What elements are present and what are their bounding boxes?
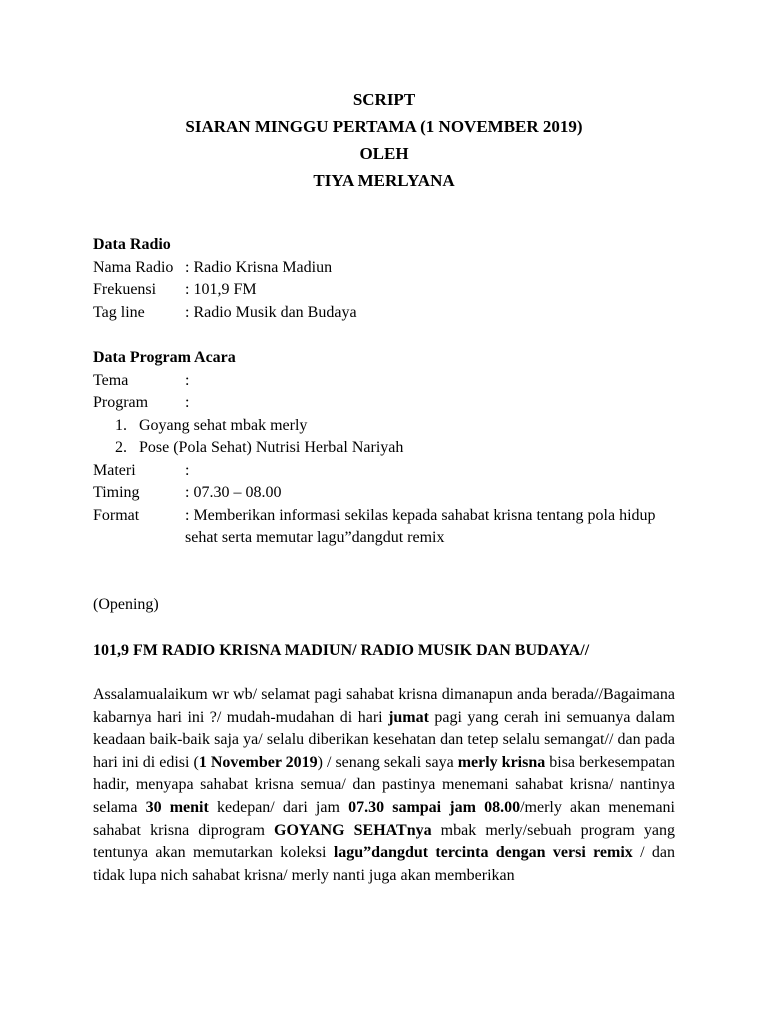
list-text: Pose (Pola Sehat) Nutrisi Herbal Nariyah <box>139 439 404 456</box>
text-run: bisa berkesempatan hadir, menyapa sahabat krisna semua/ dan pastinya menemani sahabat krisna/ nantinya selama <box>93 753 676 816</box>
data-radio-row <box>93 302 675 325</box>
row-value: : Memberikan informasi sekilas kepada sahabat krisna tentang pola hidup sehat serta memutar lagu”dangdut remix <box>185 506 656 546</box>
row-value: : Radio Musik dan Budaya <box>185 303 357 321</box>
format-row <box>93 505 675 550</box>
row-label: Format <box>93 506 140 524</box>
row-label: Materi <box>93 461 136 479</box>
opening-label <box>93 594 675 617</box>
program-list-item <box>93 415 675 438</box>
row-value: : <box>185 461 190 479</box>
tema-row <box>93 370 675 393</box>
bold-text-run: lagu”dangdut tercinta dengan versi remix <box>333 844 633 862</box>
bold-text-run: jumat <box>388 708 429 726</box>
list-number: 1. <box>115 416 127 434</box>
row-label: Nama Radio <box>93 258 174 276</box>
bold-text-run: GOYANG SEHATnya <box>274 821 432 839</box>
timing-row <box>93 482 675 505</box>
program-list-item <box>93 437 675 460</box>
data-program-section <box>93 347 675 550</box>
opening-paragraph <box>93 684 675 887</box>
list-number: 2. <box>115 439 127 456</box>
bold-text-run: merly krisna <box>457 753 546 771</box>
text-run: mbak merly/sebuah program yang tentunya akan memutarkan koleksi <box>93 821 676 862</box>
row-label: Timing <box>93 484 140 501</box>
list-text: Goyang sehat mbak merly <box>139 416 308 434</box>
data-program-heading: Data Program Acara <box>93 349 236 366</box>
title-author: TIYA MERLYANA <box>313 171 455 190</box>
row-value: : Radio Krisna Madiun <box>185 258 333 276</box>
data-radio-row <box>93 257 675 280</box>
data-radio-heading: Data Radio <box>93 236 171 253</box>
row-value: : 101,9 FM <box>185 281 257 298</box>
row-label: Tag line <box>93 303 145 321</box>
station-announcement: 101,9 FM RADIO KRISNA MADIUN/ RADIO MUSIK DAN BUDAYA// <box>93 642 590 659</box>
text-run: /merly akan menemani sahabat krisna diprogram <box>93 798 676 839</box>
materi-row <box>93 460 675 483</box>
bold-text-run: 07.30 sampai jam 08.00 <box>348 798 521 816</box>
data-radio-section <box>93 234 675 324</box>
opening-heading: (Opening) <box>93 596 159 613</box>
row-value: : <box>185 371 190 389</box>
text-run: pagi yang cerah ini semuanya dalam keadaan baik-baik saja ya/ selalu diberikan kesehatan dan tetep selalu semangat// dan pada hari ini di edisi ( <box>93 708 675 771</box>
row-label: Program <box>93 394 149 411</box>
data-radio-row <box>93 279 675 302</box>
title-broadcast: SIARAN MINGGU PERTAMA (1 NOVEMBER 2019) <box>185 117 583 136</box>
title-script: SCRIPT <box>352 90 416 109</box>
row-value: : <box>185 394 190 411</box>
row-value: : 07.30 – 08.00 <box>185 484 282 501</box>
text-run: / dan tidak lupa nich sahabat krisna/ merly nanti juga akan memberikan <box>93 844 676 884</box>
row-label: Tema <box>93 371 129 389</box>
text-run: Assalamualaikum wr wb/ selamat pagi sahabat krisna dimanapun anda berada//Bagaimana kabarnya hari ini ?/ mudah-mudahan di hari <box>93 686 675 726</box>
bold-text-run: 1 November 2019 <box>198 753 318 771</box>
text-run: ) / senang sekali saya <box>317 753 458 771</box>
bold-text-run: 30 menit <box>145 798 209 816</box>
station-line <box>93 640 675 663</box>
text-run: kedepan/ dari jam <box>208 798 349 816</box>
row-label: Frekuensi <box>93 281 157 298</box>
document-title <box>0 86 768 194</box>
program-row <box>93 392 675 415</box>
title-by: OLEH <box>359 144 409 163</box>
